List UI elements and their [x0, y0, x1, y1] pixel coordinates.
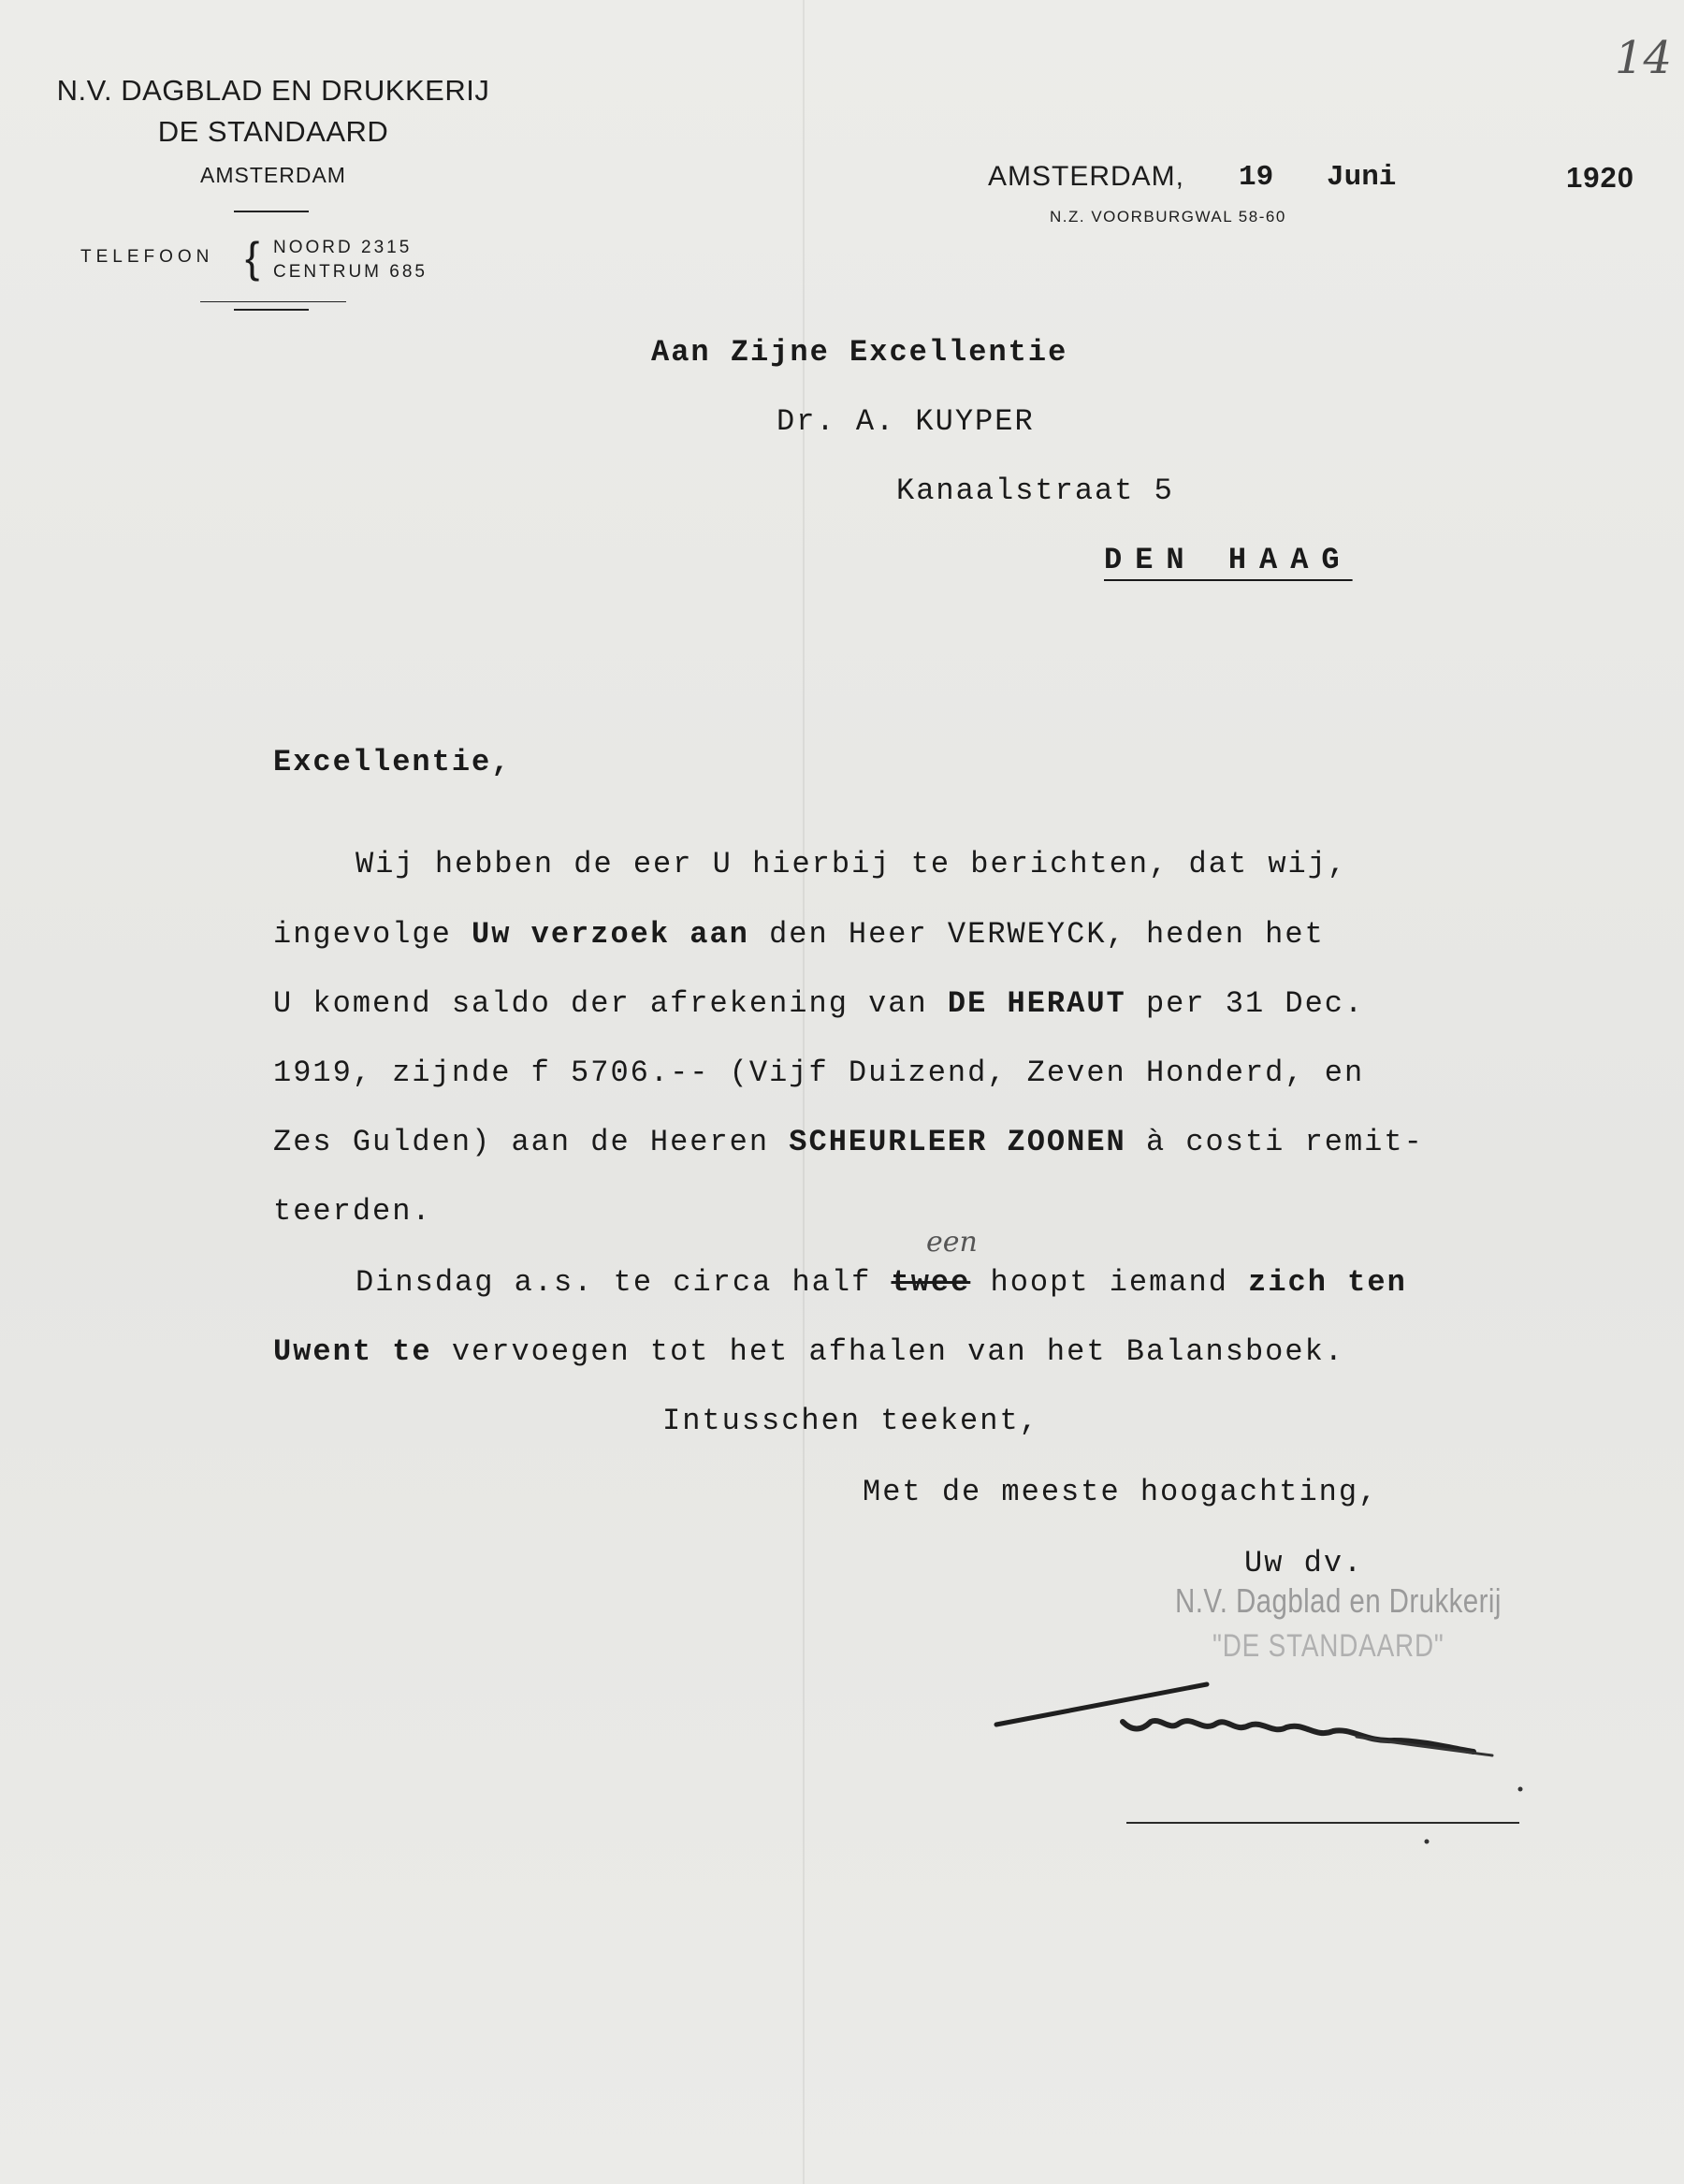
company-name-line2: DE STANDAARD	[157, 115, 389, 148]
letterhead-rule-long	[200, 301, 346, 302]
body-text: U komend saldo der afrekening van	[273, 986, 948, 1021]
signature	[982, 1666, 1581, 1890]
body-text: Zes Gulden) aan de Heeren	[273, 1125, 790, 1159]
handwritten-insert: een	[926, 1226, 978, 1259]
body-text: per 31 Dec.	[1125, 986, 1365, 1021]
body-text-bold: Uwent te	[273, 1334, 432, 1369]
body-line1: Wij hebben de eer U hierbij te berichten, dat wij,	[356, 847, 1348, 881]
body-line5	[273, 1125, 1424, 1159]
dateline-year: 1920	[1566, 161, 1634, 194]
archive-number: 14	[1615, 32, 1673, 84]
telefoon-label: TELEFOON	[80, 247, 214, 267]
dateline-street: N.Z. VOORBURGWAL 58-60	[1050, 208, 1286, 226]
company-stamp-line1: N.V. Dagblad en Drukkerij	[1175, 1581, 1502, 1620]
body-line4: 1919, zijnde f 5706.-- (Vijf Duizend, Zeven Honderd, en	[273, 1056, 1365, 1090]
salutation: Excellentie,	[273, 745, 512, 779]
recipient-line1: Aan Zijne Excellentie	[651, 335, 1068, 370]
struck-word: twee	[891, 1265, 971, 1300]
brace-glyph: {	[245, 233, 260, 282]
company-stamp-line2: "DE STANDAARD"	[1212, 1628, 1444, 1664]
body-text: Dinsdag a.s. te circa half	[356, 1265, 892, 1300]
company-name-line1: N.V. DAGBLAD EN DRUKKERIJ	[56, 74, 490, 107]
company-city: AMSTERDAM	[200, 163, 346, 187]
body-text: hoopt iemand	[970, 1265, 1249, 1300]
body-line7	[356, 1265, 1407, 1300]
closing-line3: Uw dv.	[1244, 1546, 1364, 1580]
recipient-line2: Dr. A. KUYPER	[777, 404, 1035, 439]
body-line2	[273, 917, 1325, 952]
paper-fold	[803, 0, 805, 2184]
dateline-city: AMSTERDAM,	[988, 161, 1185, 192]
body-line6: teerden.	[273, 1194, 432, 1229]
body-line8	[273, 1334, 1344, 1369]
recipient-line3: Kanaalstraat 5	[896, 473, 1174, 508]
body-text: ingevolge	[273, 917, 472, 952]
body-line3	[273, 986, 1364, 1021]
telefoon-noord: NOORD 2315	[273, 238, 413, 257]
body-text-bold: zich ten	[1248, 1265, 1407, 1300]
body-text-bold: Uw verzoek aan	[472, 917, 749, 952]
closing-line1: Intusschen teekent,	[662, 1404, 1039, 1438]
body-text: vervoegen tot het afhalen van het Balansboek.	[431, 1334, 1344, 1369]
dateline-month: Juni	[1327, 161, 1397, 194]
body-text-bold: SCHEURLEER ZOONEN	[789, 1125, 1126, 1159]
body-text: den Heer VERWEYCK, heden het	[748, 917, 1325, 952]
dateline-day: 19	[1239, 161, 1274, 194]
telefoon-centrum: CENTRUM 685	[273, 262, 428, 282]
letterhead-rule	[234, 211, 309, 212]
recipient-city: DEN HAAG	[1104, 543, 1353, 577]
body-text-bold: DE HERAUT	[947, 986, 1126, 1021]
body-text: à costi remit-	[1125, 1125, 1424, 1159]
closing-line2: Met de meeste hoogachting,	[863, 1475, 1379, 1509]
letterhead-rule-short	[234, 309, 309, 311]
